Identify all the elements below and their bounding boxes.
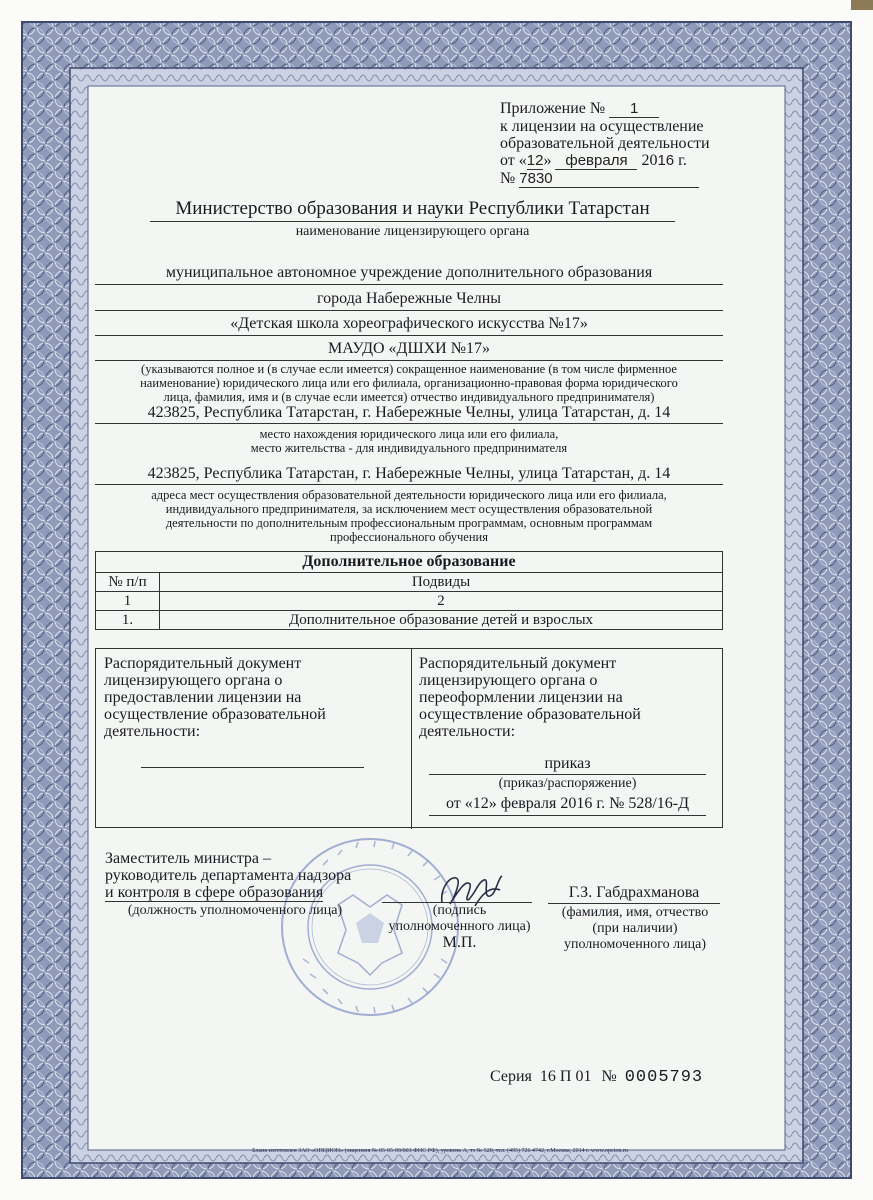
appendix-month: февраля xyxy=(555,152,637,170)
org-short: МАУДО «ДШХИ №17» xyxy=(95,340,723,361)
appendix-year-prefix: 20 xyxy=(641,152,658,169)
right-box-doc-type-caption: (приказ/распоряжение) xyxy=(498,776,637,791)
official-name-caption-1: (фамилия, имя, отчество xyxy=(561,905,709,920)
official-name-caption xyxy=(540,905,730,953)
position-line2: руководитель департамента надзора xyxy=(105,867,352,884)
right-box xyxy=(419,655,719,740)
subtypes-table xyxy=(95,551,723,630)
right-box-l5: деятельности: xyxy=(419,723,516,740)
activity-caption xyxy=(95,488,723,544)
position-line3: и контроля в сфере образования xyxy=(105,884,324,901)
table-index-2: 2 xyxy=(160,592,723,611)
series-num-label: № xyxy=(601,1068,617,1085)
left-box-blank-line xyxy=(141,767,364,768)
appendix-block xyxy=(500,100,715,188)
order-boxes xyxy=(95,648,723,828)
left-box-l1: Распорядительный документ xyxy=(104,655,302,672)
org-line1: муниципальное автономное учреждение дополнительного образования xyxy=(95,264,723,285)
appendix-year-end: г. xyxy=(678,152,687,169)
org-caption xyxy=(95,362,723,404)
activity-caption-1: адреса мест осуществления образовательной деятельности юридического лица или его филиала, xyxy=(151,488,667,502)
org-line2: города Набережные Челны xyxy=(95,290,723,311)
official-name-caption-3: уполномоченного лица) xyxy=(564,937,706,952)
position-caption: (должность уполномоченного лица) xyxy=(127,903,343,918)
right-box-l3: переоформлении лицензии на xyxy=(419,689,623,706)
org-line3: «Детская школа хореографического искусства №17» xyxy=(95,315,723,336)
left-box xyxy=(104,655,404,740)
appendix-date-prefix: от « xyxy=(500,152,527,169)
appendix-day: 12 xyxy=(526,152,544,169)
authority-caption: наименование лицензирующего органа xyxy=(295,224,530,239)
table-row xyxy=(96,611,723,630)
table-col-subtypes: Подвиды xyxy=(160,573,723,592)
appendix-license-number: 7830 xyxy=(519,170,699,188)
official-name: Г.З. Габдрахманова xyxy=(548,884,720,904)
table-index-1: 1 xyxy=(96,592,160,611)
right-box-l1: Распорядительный документ xyxy=(419,655,617,672)
activity-caption-3: деятельности по дополнительным профессиональным программам, основным программам xyxy=(165,516,653,530)
appendix-year-suffix: 16 xyxy=(657,152,675,169)
position-block xyxy=(105,850,380,902)
appendix-line3: образовательной деятельности xyxy=(500,135,710,152)
stamp-place-mp: М.П. xyxy=(442,934,477,951)
table-row-num: 1. xyxy=(96,611,160,630)
table-col-num: № п/п xyxy=(96,573,160,592)
right-box-doc-type: приказ xyxy=(429,755,706,775)
left-box-l2: лицензирующего органа о xyxy=(104,672,283,689)
authority-name: Министерство образования и науки Республики Татарстан xyxy=(150,198,675,222)
table-title: Дополнительное образование xyxy=(96,552,723,573)
location-caption xyxy=(95,427,723,455)
right-box-doc-ref: от «12» февраля 2016 г. № 528/16-Д xyxy=(429,795,706,816)
activity-caption-2: индивидуального предпринимателя, за исключением мест осуществления образовательной xyxy=(165,502,653,516)
series-block xyxy=(490,1068,730,1087)
series-label: Серия xyxy=(490,1068,532,1085)
left-box-l5: деятельности: xyxy=(104,723,201,740)
table-row-name: Дополнительное образование детей и взрослых xyxy=(160,611,723,630)
right-box-l2: лицензирующего органа о xyxy=(419,672,598,689)
location-address: 423825, Республика Татарстан, г. Набережные Челны, улица Татарстан, д. 14 xyxy=(95,404,723,424)
appendix-num-label: № xyxy=(500,170,516,187)
series-number: 0005793 xyxy=(624,1068,704,1087)
location-caption-2: место жительства - для индивидуального предпринимателя xyxy=(250,441,568,455)
activity-caption-4: профессионального обучения xyxy=(330,530,488,544)
signature-caption xyxy=(372,903,547,935)
signature-caption-2: уполномоченного лица) xyxy=(388,919,531,934)
appendix-line2: к лицензии на осуществление xyxy=(500,118,704,135)
org-caption-2: наименование) юридического лица или его филиала, организационно-правовая форма юридического xyxy=(140,376,678,390)
appendix-number: 1 xyxy=(609,100,659,118)
position-line1: Заместитель министра – xyxy=(105,850,271,867)
appendix-date-mid: » xyxy=(543,152,552,169)
left-box-l3: предоставлении лицензии на xyxy=(104,689,302,706)
right-box-l4: осуществление образовательной xyxy=(419,706,641,723)
signature-caption-1: (подпись xyxy=(432,903,487,918)
box-divider xyxy=(411,649,412,829)
official-name-caption-2: (при наличии) xyxy=(592,921,678,936)
printer-footnote: Бланк изготовлен ЗАО «ОПЦИОН» (лицензия № 05-05-09/003 ФНС РФ), уровень А, тз № 520, тел. (495) 726 4742, г.Москва, 2014 г. www.opcion.ru xyxy=(252,1148,628,1154)
org-caption-1: (указываются полное и (в случае если имеется) сокращенное наименование (в том числе фирменное xyxy=(141,362,677,376)
location-caption-1: место нахождения юридического лица или его филиала, xyxy=(259,427,559,441)
series-code: 16 П 01 xyxy=(539,1068,592,1085)
org-caption-3: лица, фамилия, имя и (в случае если имеется) отчество индивидуального предпринимателя) xyxy=(163,390,655,404)
appendix-label: Приложение № xyxy=(500,100,606,117)
left-box-l4: осуществление образовательной xyxy=(104,706,326,723)
activity-address: 423825, Республика Татарстан, г. Набережные Челны, улица Татарстан, д. 14 xyxy=(95,465,723,485)
